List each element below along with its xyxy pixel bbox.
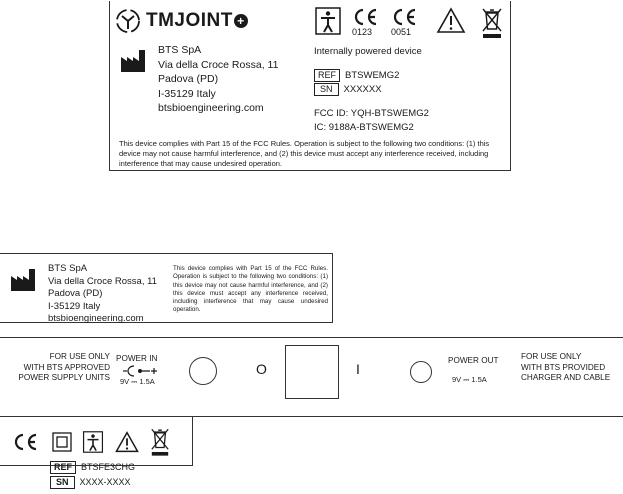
manufacturer-postcode: I-35129 Italy — [158, 87, 216, 100]
power-out-rating: 9V ⎓ 1.5A — [452, 375, 487, 384]
power-in-label: POWER IN — [116, 354, 158, 363]
manufacturer-street: Via della Croce Rossa, 11 — [158, 58, 279, 71]
manufacturer-street: Via della Croce Rossa, 11 — [48, 275, 157, 287]
switch-on-mark: I — [356, 361, 360, 377]
manufacturer-website: btsbioengineering.com — [158, 102, 264, 114]
connector-panel — [0, 337, 623, 417]
weee-bin-icon — [481, 7, 503, 39]
ref-value: BTSFE3CHG — [81, 462, 136, 472]
power-supply-note: FOR USE ONLY WITH BTS APPROVED POWER SUPPLY UNITS — [18, 352, 110, 382]
manufacturer-address — [48, 263, 157, 326]
ic-id: IC: 9188A-BTSWEMG2 — [314, 122, 414, 133]
manufacturer-address — [158, 43, 278, 116]
power-in-rating: 9V ⎓ 1.5A — [120, 377, 155, 386]
manufacturer-factory-icon — [120, 49, 148, 73]
body-type-bf-icon — [315, 7, 341, 35]
double-insulation-icon — [52, 432, 72, 452]
manufacturer-postcode: I-35129 Italy — [48, 300, 101, 312]
tmjoint-logo-icon — [114, 7, 142, 35]
power-in-socket[interactable] — [189, 357, 217, 385]
warning-triangle-icon — [436, 7, 466, 34]
brand-plus-icon: + — [234, 14, 248, 28]
sn-box: SN — [50, 476, 75, 489]
manufacturer-name: BTS SpA — [48, 263, 88, 274]
small-label — [0, 253, 333, 323]
manufacturer-website: btsbioengineering.com — [48, 313, 144, 324]
power-switch[interactable] — [285, 345, 339, 399]
manufacturer-city: Padova (PD) — [158, 73, 219, 85]
dc-polarity-icon — [122, 365, 158, 377]
device-label — [109, 1, 511, 171]
brand-name: TMJOINT — [146, 10, 233, 31]
ce-mark-icon — [352, 8, 378, 26]
sn-value: XXXX-XXXX — [79, 477, 131, 487]
power-source-text: Internally powered device — [314, 46, 422, 57]
manufacturer-factory-icon — [10, 268, 38, 292]
ref-box: REF — [50, 461, 76, 474]
weee-bin-icon — [150, 427, 170, 457]
warning-triangle-icon — [114, 431, 140, 453]
fcc-statement: This device complies with Part 15 of the FCC Rules. Operation is subject to the following two conditions: (1) this device may not cause harmful interference, and (2) this device must accept any interference received, including interference that may cause undesired operation. — [119, 139, 490, 168]
power-out-socket[interactable] — [410, 361, 432, 383]
sn-value: XXXXXX — [343, 84, 382, 95]
body-type-bf-icon — [82, 431, 104, 453]
ce-notified-body-1: 0123 — [352, 27, 373, 37]
switch-off-mark: O — [256, 361, 267, 377]
fcc-id: FCC ID: YQH-BTSWEMG2 — [314, 108, 429, 119]
regulatory-symbols — [12, 431, 172, 465]
ce-mark-icon — [12, 433, 38, 451]
charger-label — [0, 417, 193, 466]
ce-mark-icon — [391, 8, 417, 26]
ce-notified-body-2: 0051 — [391, 27, 412, 37]
manufacturer-city: Padova (PD) — [48, 288, 103, 299]
ref-box: REF — [314, 69, 340, 82]
regulatory-symbols — [315, 7, 505, 43]
charger-note: FOR USE ONLY WITH BTS PROVIDED CHARGER AND CABLE — [521, 352, 611, 382]
fcc-statement: This device complies with Part 15 of the FCC Rules. Operation is subject to the following two conditions: (1) this device may not cause harmful interference, and (2) this device must accept any interference received, including interference that may cause undesired operation. — [173, 265, 328, 314]
ref-value: BTSWEMG2 — [345, 70, 400, 81]
manufacturer-name: BTS SpA — [158, 44, 202, 56]
sn-box: SN — [314, 83, 339, 96]
power-out-label: POWER OUT — [448, 356, 499, 365]
